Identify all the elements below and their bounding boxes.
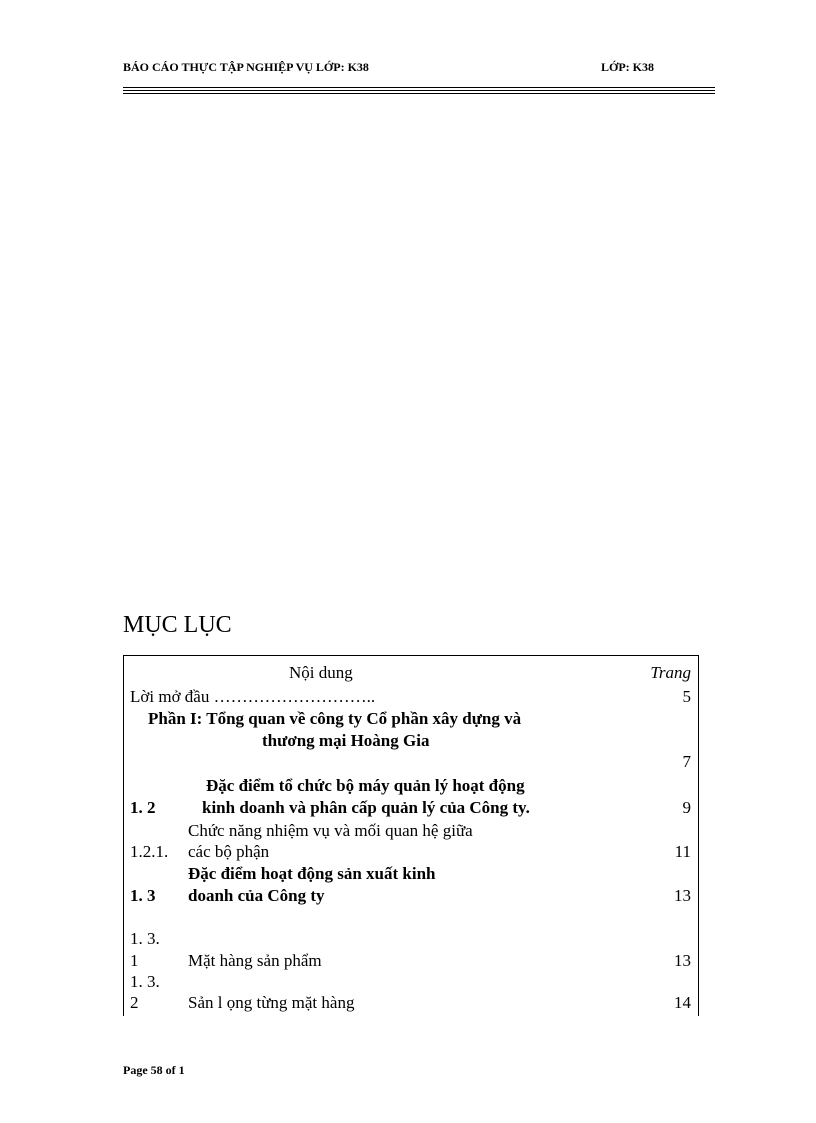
toc-entry-number: 1. 2 xyxy=(130,798,156,817)
toc-entry-page: 9 xyxy=(682,798,691,817)
toc-entry-text[interactable]: Lời mở đầu ……………………….. xyxy=(130,687,376,706)
toc-entry-page: 13 xyxy=(674,886,691,905)
toc-column-page: Trang xyxy=(650,663,691,682)
toc-column-content: Nội dung xyxy=(289,663,353,682)
toc-entry-number: 2 xyxy=(130,993,139,1012)
header-rule xyxy=(123,93,715,94)
toc-entry-page: 5 xyxy=(682,687,691,706)
toc-entry-page: 14 xyxy=(674,993,691,1012)
toc-entry-text[interactable]: kinh doanh và phân cấp quản lý của Công ty. xyxy=(202,798,530,817)
toc-entry-number: 1. 3. xyxy=(130,972,160,991)
toc-entry-text[interactable]: Đặc điểm tổ chức bộ máy quản lý hoạt động xyxy=(206,776,525,795)
toc-entry-number: 1 xyxy=(130,951,139,970)
header-left-text: BÁO CÁO THỰC TẬP NGHIỆP VỤ LỚP: K38 xyxy=(123,60,369,74)
page-footer: Page 58 of 1 xyxy=(123,1063,185,1077)
toc-entry-page: 11 xyxy=(674,842,691,861)
toc-entry-number: 1.2.1. xyxy=(130,842,169,861)
toc-entry-text[interactable]: Phần I: Tổng quan về công ty Cổ phần xây dựng và xyxy=(148,709,522,728)
toc-entry-text[interactable]: doanh của Công ty xyxy=(188,886,325,905)
toc-entry-number: 1. 3 xyxy=(130,886,156,905)
header-rule xyxy=(123,90,715,91)
toc-entry-text[interactable]: Sản l ọng từng mặt hàng xyxy=(188,993,355,1012)
toc-table xyxy=(123,655,699,1016)
toc-entry-page: 13 xyxy=(674,951,691,970)
toc-entry-number: 1. 3. xyxy=(130,929,160,948)
page-header xyxy=(123,60,715,78)
toc-entry-text[interactable]: Mặt hàng sản phẩm xyxy=(188,951,322,970)
toc-entry-text[interactable]: thương mại Hoàng Gia xyxy=(262,731,430,750)
toc-entry-text[interactable]: Đặc điểm hoạt động sản xuất kinh xyxy=(188,864,436,883)
toc-entry-page: 7 xyxy=(682,752,691,771)
toc-entry-text[interactable]: Chức năng nhiệm vụ và mối quan hệ giữa xyxy=(188,821,473,840)
toc-entry-text[interactable]: các bộ phận xyxy=(188,842,270,861)
toc-title: MỤC LỤC xyxy=(123,612,232,638)
header-right-text: LỚP: K38 xyxy=(601,60,654,74)
header-rule xyxy=(123,87,715,88)
